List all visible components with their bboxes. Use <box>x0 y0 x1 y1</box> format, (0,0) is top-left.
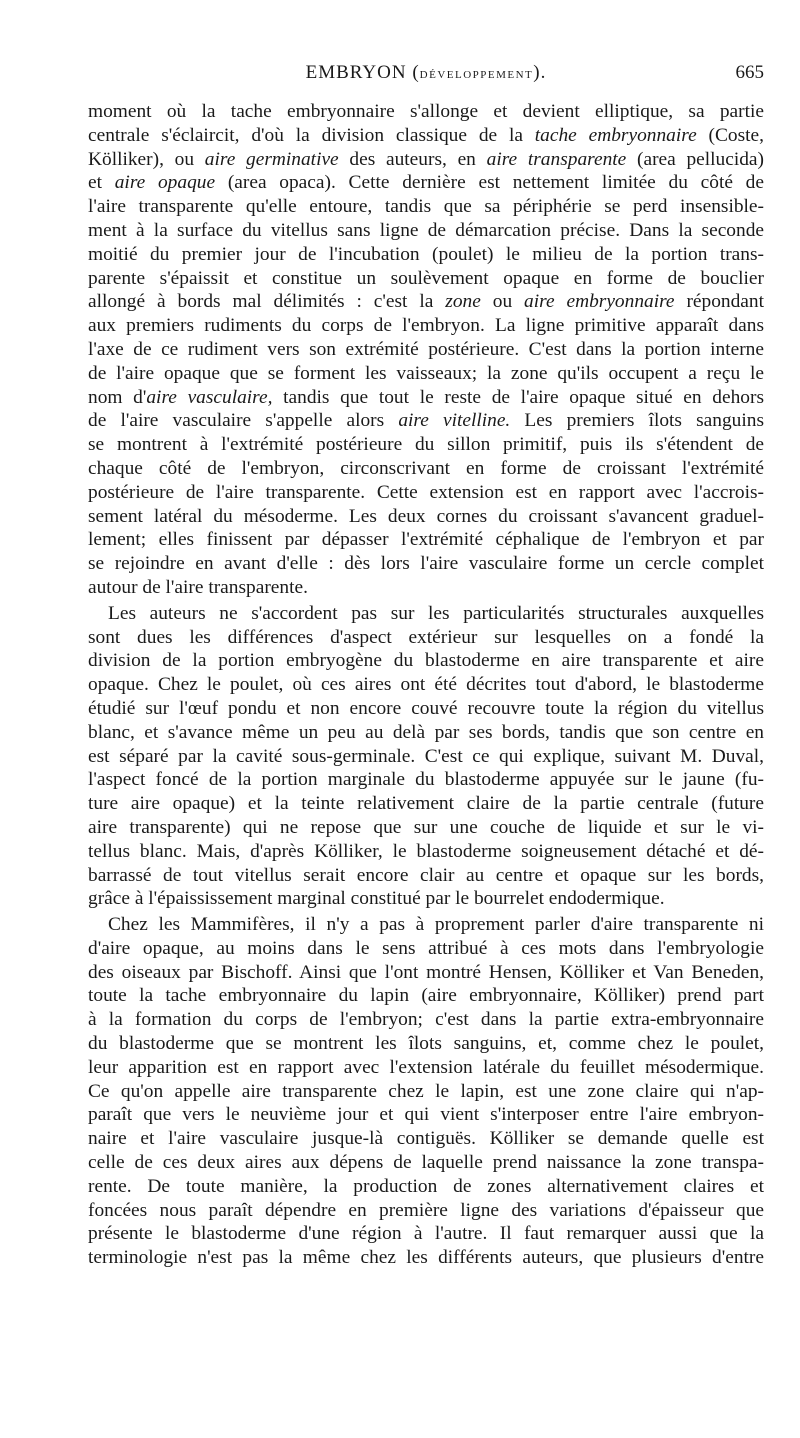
text-segment: d'aire opaque, au moins dans le sens attribué à ces mots dans l'embryologie <box>88 937 764 959</box>
text-segment: moment où la tache embryonnaire s'allonge et devient elliptique, sa partie <box>88 101 764 122</box>
text-segment: barrassé de tout vitellus serait encore clair au centre et opaque sur les bords, <box>88 864 764 886</box>
text-line <box>88 937 764 961</box>
text-line <box>88 481 764 505</box>
body-text <box>88 100 764 1270</box>
text-line <box>88 984 764 1008</box>
text-line <box>88 386 764 410</box>
text-segment: Chez les Mammifères, il n'y a pas à proprement parler d'aire transparente ni <box>108 914 764 936</box>
text-segment: toute la tache embryonnaire du lapin (aire embryonnaire, Kölliker) prend part <box>88 985 764 1007</box>
text-line <box>88 1056 764 1080</box>
text-line <box>88 1008 764 1032</box>
text-segment: tandis que tout le reste de l'aire opaque situé en dehors <box>272 386 764 408</box>
text-segment: des auteurs, en <box>338 148 487 170</box>
text-line <box>88 673 764 697</box>
running-title-end: ). <box>533 62 547 83</box>
text-line <box>88 792 764 816</box>
text-segment: est séparé par la cavité sous-germinale. C'est ce qui explique, suivant M. Duval, <box>88 745 764 767</box>
page-header <box>88 62 764 92</box>
text-line <box>88 100 764 124</box>
text-line <box>88 457 764 481</box>
text-segment: blanc, et s'avance même un peu au delà par ses bords, tandis que son centre en <box>88 721 764 743</box>
text-line <box>88 505 764 529</box>
text-line <box>88 913 764 937</box>
italic-term: aire vasculaire, <box>146 386 273 408</box>
text-line <box>88 602 764 626</box>
running-title-subtitle: développement <box>419 66 534 82</box>
text-segment: nom d' <box>88 386 147 408</box>
text-segment: Ce qu'on appelle aire transparente chez le lapin, est une zone claire qui n'ap- <box>88 1080 764 1102</box>
text-line <box>88 697 764 721</box>
text-line <box>88 1103 764 1127</box>
text-segment: des oiseaux par Bischoff. Ainsi que l'ont montré Hensen, Kölliker et Van Beneden, <box>88 961 764 983</box>
text-segment: autour de l'aire transparente. <box>88 576 308 598</box>
text-segment: de l'aire opaque que se forment les vaisseaux; la zone qu'ils occupent a reçu le <box>88 362 764 384</box>
text-segment: étudié sur l'œuf pondu et non encore couvé recouvre toute la région du vitellus <box>88 697 764 719</box>
text-line <box>88 1175 764 1199</box>
text-line <box>88 195 764 219</box>
text-line <box>88 745 764 769</box>
text-line <box>88 1032 764 1056</box>
text-segment: foncées nous paraît dépendre en première ligne des variations d'épaisseur que <box>88 1199 764 1221</box>
text-segment: paraît que vers le neuvième jour et qui vient s'interposer entre l'aire embryon- <box>88 1104 764 1126</box>
text-segment: Les auteurs ne s'accordent pas sur les particularités structurales auxquelles <box>108 602 764 624</box>
text-line <box>88 961 764 985</box>
paragraph <box>88 100 764 600</box>
page-number: 665 <box>735 62 764 83</box>
text-segment: division de la portion embryogène du blastoderme en aire transparente et aire <box>88 650 764 672</box>
text-line <box>88 219 764 243</box>
text-segment: du blastoderme que se montrent les îlots sanguins, et, comme chez le poulet, <box>88 1033 764 1055</box>
text-line <box>88 1199 764 1223</box>
running-title-main: EMBRYON ( <box>305 62 420 83</box>
text-segment: sont dues les différences d'aspect extérieur sur lesquelles on a fondé la <box>88 626 764 648</box>
italic-term: aire transparente <box>486 148 627 170</box>
text-segment: celle de ces deux aires aux dépens de laquelle prend naissance la zone transpa- <box>88 1152 764 1174</box>
book-page <box>88 62 764 1272</box>
running-title <box>88 62 764 84</box>
text-line <box>88 433 764 457</box>
text-line <box>88 243 764 267</box>
text-segment: de l'aire vasculaire s'appelle alors <box>88 410 399 432</box>
text-line <box>88 409 764 433</box>
text-line <box>88 290 764 314</box>
text-segment: à la formation du corps de l'embryon; c'est dans la partie extra-embryonnaire <box>88 1009 764 1031</box>
text-line <box>88 840 764 864</box>
text-segment: (area opaca). Cette dernière est nettement limitée du côté de <box>215 172 764 194</box>
text-segment: allongé à bords mal délimités : c'est la <box>88 291 446 313</box>
text-line <box>88 864 764 888</box>
italic-term: aire germinative <box>204 148 339 170</box>
text-segment: répondant <box>674 291 764 313</box>
text-segment: l'axe de ce rudiment vers son extrémité postérieure. C'est dans la portion interne <box>88 338 764 360</box>
text-segment: tellus blanc. Mais, d'après Kölliker, le blastoderme soigneusement détaché et dé- <box>88 840 764 862</box>
text-line <box>88 1151 764 1175</box>
text-segment: aux premiers rudiments du corps de l'embryon. La ligne primitive apparaît dans <box>88 315 764 337</box>
text-segment: l'aire transparente qu'elle entoure, tandis que sa périphérie se perd insensible- <box>88 196 764 218</box>
text-line <box>88 768 764 792</box>
text-line <box>88 816 764 840</box>
text-line <box>88 171 764 195</box>
text-line <box>88 1246 764 1270</box>
text-segment: moitié du premier jour de l'incubation (poulet) le milieu de la portion trans- <box>88 243 764 265</box>
text-segment: Les premiers îlots sanguins <box>510 410 764 432</box>
text-segment: ou <box>480 291 525 313</box>
italic-term: tache embryonnaire <box>534 124 697 146</box>
text-segment: lement; elles finissent par dépasser l'extrémité céphalique de l'embryon et par <box>88 529 764 551</box>
italic-term: zone <box>445 291 481 313</box>
text-line <box>88 576 764 600</box>
text-segment: aire transparente) qui ne repose que sur une couche de liquide et sur le vi- <box>88 816 764 838</box>
paragraph <box>88 913 764 1270</box>
text-segment: se rejoindre en avant d'elle : dès lors l'aire vasculaire forme un cercle complet <box>88 553 764 575</box>
text-segment: postérieure de l'aire transparente. Cette extension est en rapport avec l'accrois- <box>88 481 764 503</box>
italic-term: aire embryonnaire <box>524 291 675 313</box>
text-line <box>88 1080 764 1104</box>
text-line <box>88 887 764 911</box>
text-segment: Kölliker), ou <box>88 148 205 170</box>
text-segment: ment à la surface du vitellus sans ligne de démarcation précise. Dans la seconde <box>88 219 764 241</box>
text-line <box>88 267 764 291</box>
text-line <box>88 721 764 745</box>
text-segment: (area pellucida) <box>626 148 764 170</box>
text-segment: rente. De toute manière, la production de zones alternativement claires et <box>88 1175 764 1197</box>
text-line <box>88 649 764 673</box>
text-segment: grâce à l'épaississement marginal constitué par le bourrelet endodermique. <box>88 888 665 910</box>
text-segment: (Coste, <box>696 124 764 146</box>
text-line <box>88 626 764 650</box>
text-line <box>88 552 764 576</box>
text-segment: et <box>88 172 115 194</box>
text-segment: se montrent à l'extrémité postérieure du sillon primitif, puis ils s'étendent de <box>88 434 764 456</box>
text-line <box>88 314 764 338</box>
text-segment: centrale s'éclaircit, d'où la division classique de la <box>88 124 535 146</box>
text-line <box>88 1127 764 1151</box>
text-line <box>88 338 764 362</box>
text-segment: terminologie n'est pas la même chez les différents auteurs, que plusieurs d'entre <box>88 1247 764 1269</box>
text-line <box>88 528 764 552</box>
paragraph <box>88 602 764 911</box>
italic-term: aire opaque <box>114 172 216 194</box>
text-segment: opaque. Chez le poulet, où ces aires ont été décrites tout d'abord, le blastoderme <box>88 674 764 696</box>
text-segment: sement latéral du mésoderme. Les deux cornes du croissant s'avancent graduel- <box>88 505 764 527</box>
text-segment: leur apparition est en rapport avec l'extension latérale du feuillet mésodermique. <box>88 1056 764 1078</box>
text-segment: l'aspect foncé de la portion marginale du blastoderme appuyée sur le jaune (fu- <box>88 769 764 791</box>
text-line <box>88 148 764 172</box>
italic-term: aire vitelline. <box>398 410 511 432</box>
text-segment: naire et l'aire vasculaire jusque-là contiguës. Kölliker se demande quelle est <box>88 1128 764 1150</box>
text-line <box>88 124 764 148</box>
text-line <box>88 1222 764 1246</box>
text-line <box>88 362 764 386</box>
text-segment: ture aire opaque) et la teinte relativement claire de la partie centrale (future <box>88 793 764 815</box>
text-segment: chaque côté de l'embryon, circonscrivant en forme de croissant l'extrémité <box>88 457 764 479</box>
text-segment: présente le blastoderme d'une région à l'autre. Il faut remarquer aussi que la <box>88 1223 764 1245</box>
text-segment: parente s'épaissit et constitue un soulèvement opaque en forme de bouclier <box>88 267 764 289</box>
